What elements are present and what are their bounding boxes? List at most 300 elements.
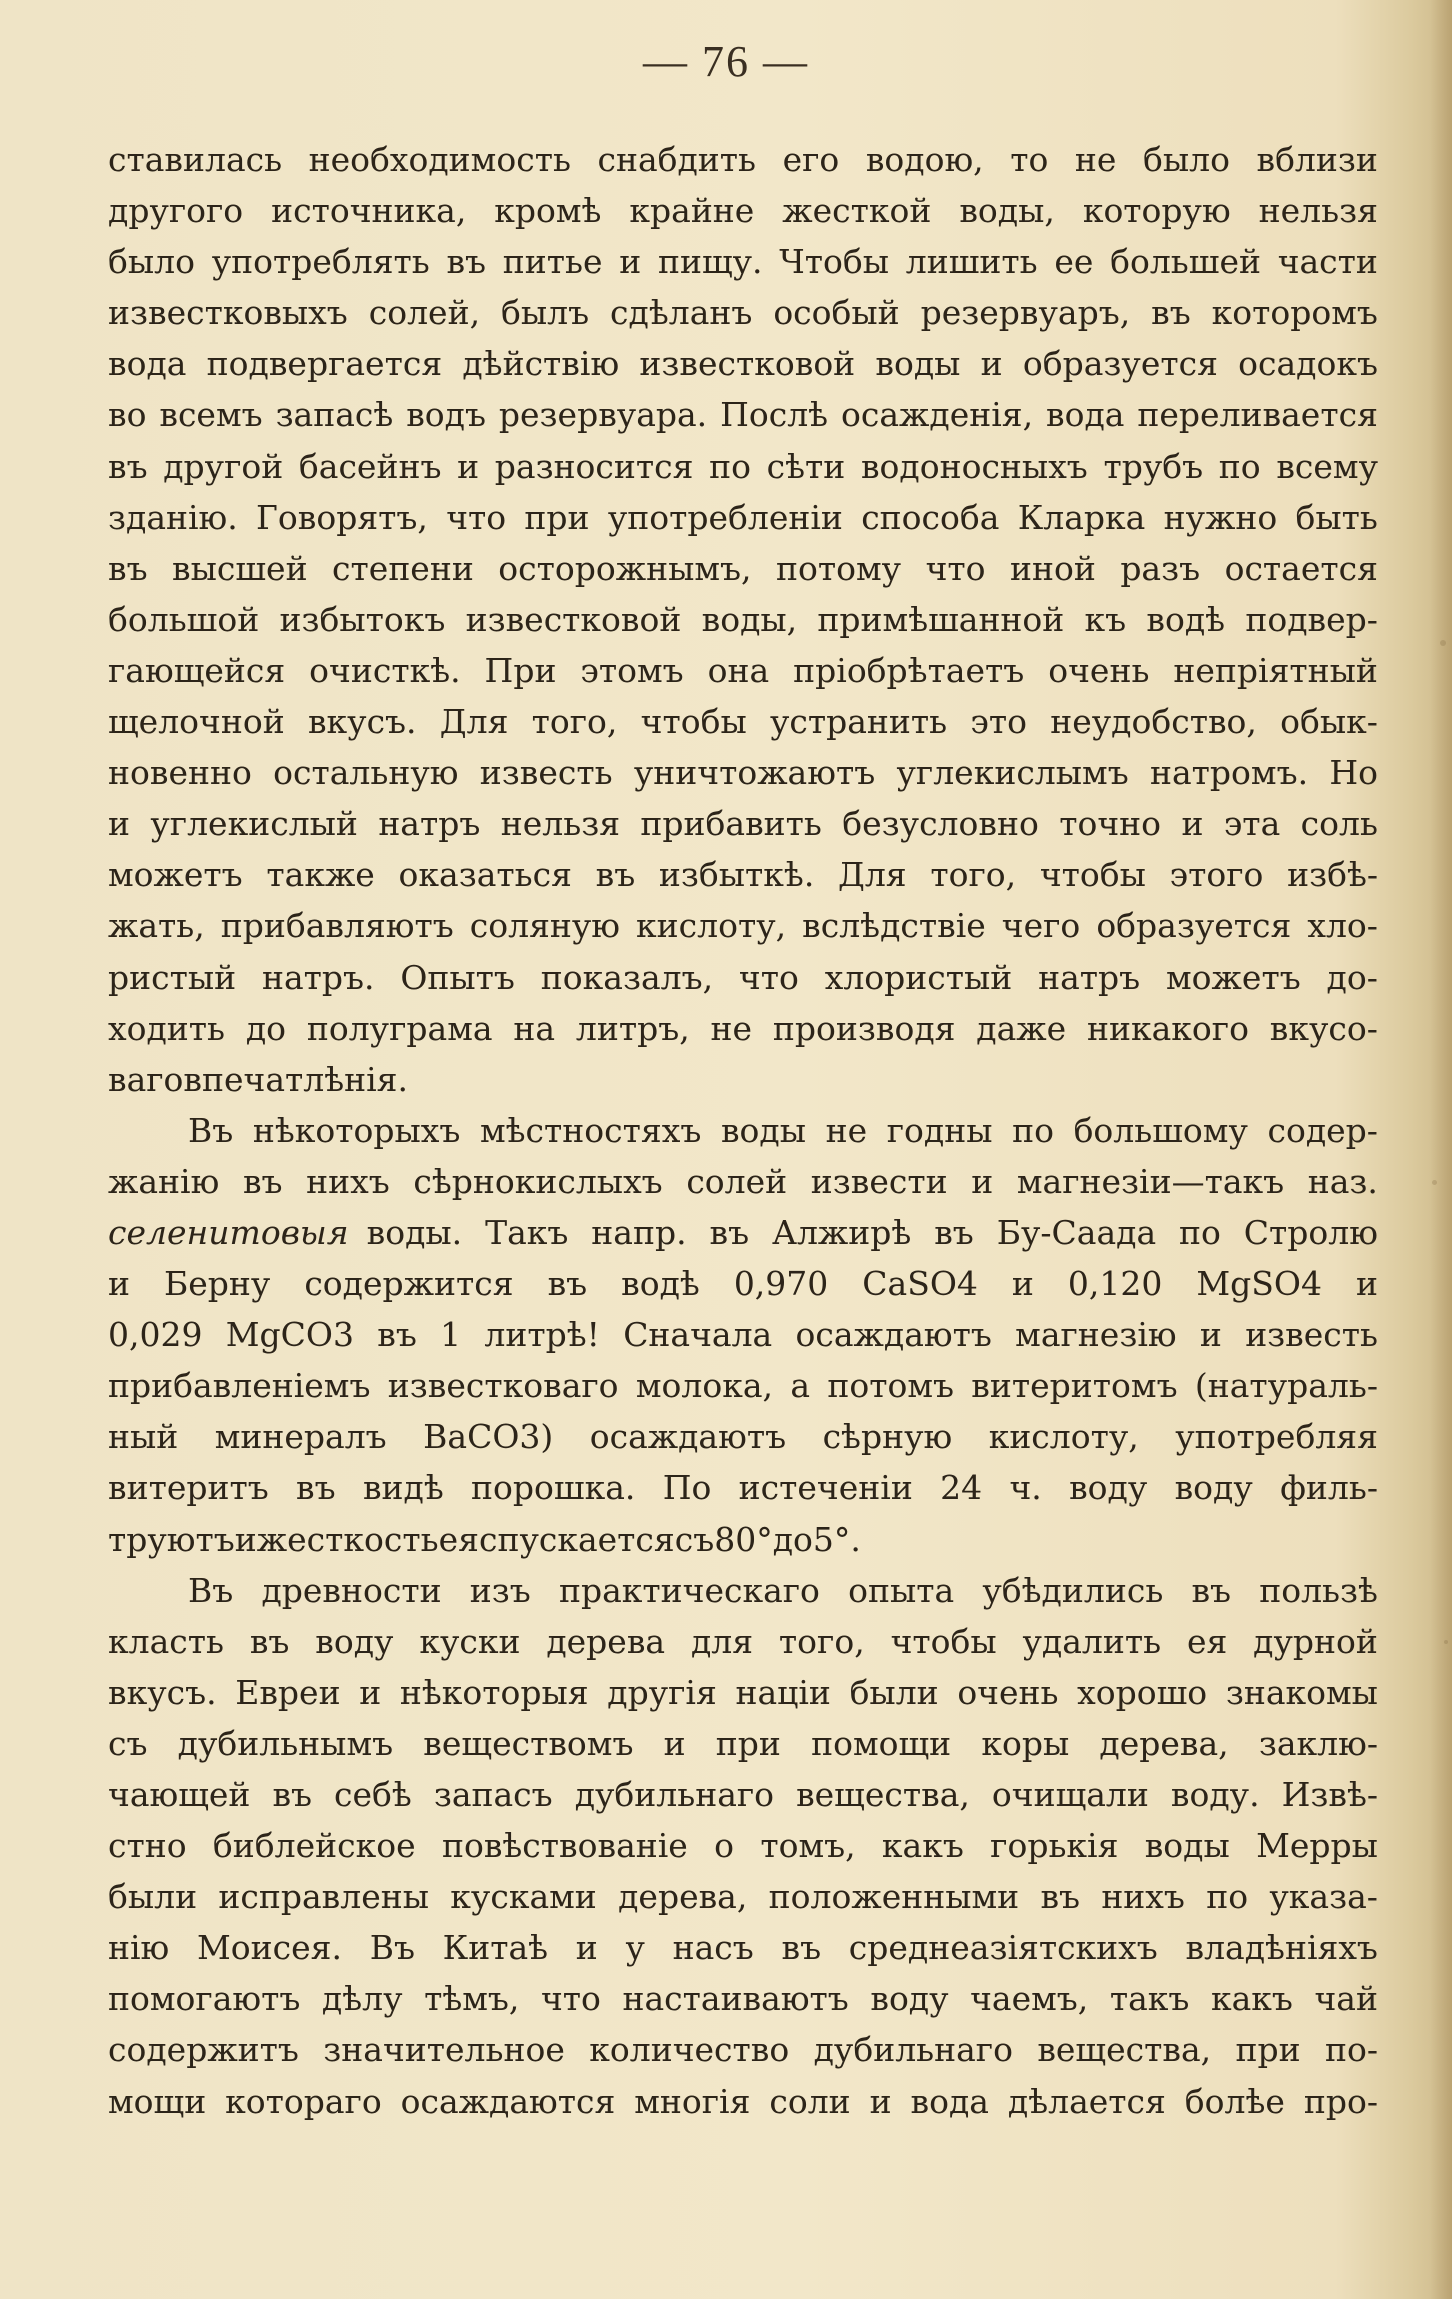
word: не: [1074, 140, 1117, 179]
word: мѣстностяхъ: [479, 1110, 702, 1150]
word: было: [108, 242, 195, 282]
word: въ: [595, 855, 636, 895]
word: стно: [108, 1826, 187, 1866]
word: того,: [930, 855, 1017, 895]
word: соляную: [469, 906, 621, 946]
word: всемъ: [159, 395, 263, 435]
word: резервуаръ,: [920, 293, 1131, 333]
word: дубильнымъ: [177, 1723, 394, 1763]
word: этого: [1169, 855, 1264, 895]
text-line: [108, 1871, 1378, 1922]
word: воду: [1069, 1468, 1148, 1508]
text-line: [108, 1156, 1378, 1207]
text-line: [108, 492, 1378, 543]
word: сдѣланъ: [610, 293, 753, 333]
word: большей: [1110, 242, 1261, 282]
text-line: [108, 1718, 1378, 1769]
word: резервуара.: [498, 395, 708, 435]
word: ходить: [108, 1008, 226, 1048]
word: опыта: [848, 1570, 955, 1610]
word: чтобы: [890, 1621, 997, 1661]
word: убѣдились: [982, 1570, 1164, 1610]
word: какъ: [1210, 1979, 1293, 2019]
word: и: [108, 1264, 130, 1304]
word: для: [690, 1621, 754, 1661]
word: нѣкоторыя: [399, 1672, 589, 1712]
word: особый: [773, 293, 900, 333]
word: то: [1010, 140, 1049, 179]
text-segment: воды. Такъ напр. въ Алжирѣ въ Бу-Саада по Стролю: [366, 1212, 1378, 1252]
word: куски: [419, 1621, 521, 1661]
word: и: [457, 446, 480, 486]
word: осаждаются: [400, 2081, 616, 2121]
word: при: [1235, 2030, 1301, 2070]
word: заклю-: [1258, 1723, 1378, 1763]
text-line: [108, 287, 1378, 338]
word: наз.: [1307, 1161, 1378, 1201]
word: въ: [1151, 293, 1191, 333]
word: 5°.: [812, 1519, 861, 1559]
word: кромѣ: [494, 191, 602, 231]
word: другой: [163, 446, 284, 486]
word: эта: [1223, 804, 1281, 844]
word: переливается: [1137, 395, 1378, 435]
word: жанію: [108, 1161, 220, 1201]
word: такъ: [1109, 1979, 1190, 2019]
word: этомъ: [580, 650, 684, 690]
word: про-: [1303, 2081, 1378, 2121]
paper-speck: [1440, 640, 1446, 646]
word: знакомы: [1225, 1672, 1378, 1712]
word: библейское: [212, 1826, 416, 1866]
word: въ: [108, 548, 148, 588]
word: витеритомъ: [971, 1366, 1178, 1406]
word: Китаѣ: [442, 1928, 549, 1968]
word: это: [970, 702, 1027, 742]
word: прибавляютъ: [220, 906, 454, 946]
word: и: [980, 344, 1003, 384]
word: водоносныхъ: [860, 446, 1088, 486]
word: при: [524, 497, 590, 537]
word: истеченіи: [738, 1468, 913, 1508]
text-line: [108, 594, 1378, 645]
word: водѣ: [1146, 599, 1226, 639]
word: дубильнаго: [574, 1775, 775, 1814]
word: нѣкоторыхъ: [252, 1110, 461, 1150]
word: оказаться: [398, 855, 572, 895]
word: 0,970: [733, 1264, 829, 1304]
word: щелочной: [108, 702, 285, 742]
word: никакого: [1087, 1008, 1249, 1048]
word: въ: [242, 1161, 283, 1201]
italic-term: селенитовыя: [108, 1212, 349, 1252]
word: избѣ-: [1287, 855, 1378, 895]
text-line: [108, 236, 1378, 287]
word: дѣйствію: [462, 344, 620, 384]
word: по-: [1324, 2030, 1378, 2070]
word: большому: [1073, 1110, 1248, 1150]
word: нію: [108, 1928, 170, 1968]
word: жесткость: [256, 1519, 439, 1559]
word: хорошо: [1077, 1672, 1208, 1712]
word: известь: [1245, 1315, 1378, 1355]
word: не: [710, 1008, 753, 1048]
word: непріятный: [1173, 650, 1378, 690]
word: другого: [108, 191, 244, 231]
text-line: [108, 696, 1378, 747]
word: воду: [315, 1621, 394, 1661]
text-line: [108, 798, 1378, 849]
word: хлористый: [824, 957, 1013, 997]
word: известковой: [465, 599, 682, 639]
word: Берну: [164, 1264, 271, 1304]
word: потому: [776, 548, 902, 588]
word: содержится: [304, 1264, 514, 1304]
word: значительное: [323, 2030, 565, 2070]
word: При: [484, 650, 557, 690]
word: производя: [772, 1008, 956, 1048]
word: ный: [108, 1417, 179, 1457]
paper-speck: [1444, 1640, 1448, 1644]
word: порошка.: [471, 1468, 636, 1508]
word: труютъ: [108, 1519, 235, 1559]
word: многія: [634, 2081, 751, 2121]
word: по: [709, 446, 751, 486]
word: въ: [1040, 1877, 1081, 1917]
word: Въ: [369, 1928, 415, 1968]
word: до-: [1326, 957, 1378, 997]
text-line: [108, 1769, 1378, 1820]
word: насъ: [672, 1928, 754, 1968]
word: соли: [769, 2081, 851, 2121]
word: вещества,: [1037, 2030, 1212, 2070]
word: басейнъ: [298, 446, 442, 486]
word: известковыхъ: [108, 293, 348, 333]
word: чего: [1001, 906, 1081, 946]
word: практическаго: [558, 1570, 820, 1610]
word: 0,029: [108, 1315, 203, 1355]
word: Для: [439, 702, 509, 742]
word: нужно: [1163, 497, 1278, 537]
word: устранить: [769, 702, 948, 742]
word: остальную: [273, 753, 459, 793]
word: вкусо-: [1269, 1008, 1378, 1048]
word: можетъ: [108, 855, 243, 895]
word: на: [513, 1008, 556, 1048]
paper-speck: [1432, 1180, 1437, 1185]
word: былъ: [501, 293, 590, 333]
word: были: [849, 1672, 939, 1712]
word: Чтобы: [779, 242, 890, 282]
word: дѣлу: [321, 1979, 403, 2019]
word: запасъ: [433, 1775, 553, 1814]
text-line: [108, 900, 1378, 951]
text-line: [108, 389, 1378, 440]
word: полуграма: [306, 1008, 493, 1048]
word: класть: [108, 1621, 224, 1661]
word: известь: [479, 753, 613, 793]
word: по: [1206, 1877, 1249, 1917]
word: чай: [1314, 1979, 1378, 2019]
word: и: [575, 1928, 598, 1968]
word: и: [1181, 804, 1204, 844]
word: до: [772, 1519, 813, 1559]
word: владѣніяхъ: [1185, 1928, 1378, 1968]
body-text: [108, 134, 1378, 2127]
word: BaCO3): [423, 1417, 554, 1457]
word: ея: [1186, 1621, 1228, 1661]
text-line: [108, 1054, 1378, 1105]
word: въ: [547, 1264, 588, 1304]
word: водѣ: [621, 1264, 700, 1304]
word: дѣлается: [1007, 2081, 1166, 2121]
word: Моисея.: [197, 1928, 342, 1968]
word: вблизи: [1256, 140, 1378, 179]
word: въ: [108, 446, 148, 486]
word: вода: [108, 344, 187, 384]
word: помогаютъ: [108, 1979, 301, 2019]
word: Кларка: [1017, 497, 1146, 537]
word: что: [446, 497, 507, 537]
word: запасѣ: [275, 395, 394, 435]
word: неудобство,: [1050, 702, 1257, 742]
text-line: [108, 1973, 1378, 2024]
word: мощи: [108, 2081, 207, 2121]
word: воды: [875, 344, 961, 384]
word: были: [108, 1877, 198, 1917]
word: томъ,: [760, 1826, 856, 1866]
text-line: [108, 441, 1378, 492]
word: уничтожаютъ: [633, 753, 876, 793]
word: вкусъ.: [307, 702, 417, 742]
word: пользѣ: [1259, 1570, 1378, 1610]
word: литръ,: [575, 1008, 690, 1048]
word: ристый: [108, 957, 237, 997]
word: крайне: [629, 191, 755, 231]
word: содержитъ: [108, 2030, 299, 2070]
word: трубъ: [1103, 446, 1204, 486]
word: большой: [108, 599, 260, 639]
word: и: [359, 1672, 382, 1712]
word: что: [738, 957, 799, 997]
word: известковаго: [387, 1366, 619, 1406]
word: нихъ: [306, 1161, 390, 1201]
text-line: [108, 1514, 1378, 1565]
word: очень: [957, 1672, 1059, 1712]
word: годны: [886, 1110, 993, 1150]
word: и: [234, 1519, 257, 1559]
word: подвергается: [206, 344, 443, 384]
word: употреблять: [211, 242, 430, 282]
word: чаемъ,: [970, 1979, 1089, 2019]
word: Сначала: [623, 1315, 773, 1355]
word: видѣ: [362, 1468, 444, 1508]
word: необходимость: [308, 140, 571, 179]
word: вкусъ.: [108, 1672, 217, 1712]
word: Въ: [188, 1110, 234, 1150]
word: степени: [332, 548, 474, 588]
word: исправлены: [218, 1877, 429, 1917]
word: CaSO4: [862, 1264, 978, 1304]
word: осаждаютъ: [795, 1315, 992, 1355]
text-line: [108, 2076, 1378, 2127]
word: 80°: [714, 1519, 773, 1559]
text-line: [108, 1922, 1378, 1973]
word: вещества,: [796, 1775, 970, 1814]
word: разносится: [494, 446, 694, 486]
word: нельзя: [1258, 191, 1378, 231]
word: а: [790, 1366, 811, 1406]
word: которую: [1082, 191, 1231, 231]
word: Послѣ: [720, 395, 829, 435]
word: которомъ: [1211, 293, 1378, 333]
word: избыткѣ.: [658, 855, 815, 895]
word: кислоту,: [636, 906, 787, 946]
word: повѣствованіе: [441, 1826, 688, 1866]
word: образуется: [1022, 344, 1218, 384]
word: Но: [1329, 753, 1378, 793]
word: ваго: [108, 1059, 184, 1099]
word: части: [1277, 242, 1378, 282]
text-line: [108, 185, 1378, 236]
word: осаждаютъ: [589, 1417, 787, 1457]
word: количество: [589, 2030, 790, 2070]
word: также: [266, 855, 375, 895]
word: настаиваютъ: [622, 1979, 849, 2019]
word: 0,120: [1067, 1264, 1163, 1304]
text-line: [108, 952, 1378, 1003]
word: натръ.: [261, 957, 375, 997]
word: коры: [981, 1723, 1070, 1763]
word: къ: [1084, 599, 1127, 639]
word: прибавленіемъ: [108, 1366, 371, 1406]
word: ставилась: [108, 140, 283, 179]
word: до: [245, 1008, 287, 1048]
word: кислоту,: [988, 1417, 1139, 1457]
word: вода: [1046, 395, 1125, 435]
word: осажденія,: [841, 395, 1034, 435]
word: известковой: [639, 344, 856, 384]
word: всему: [1276, 446, 1378, 486]
word: употребленіи: [607, 497, 843, 537]
word: соль: [1300, 804, 1378, 844]
word: очисткѣ.: [309, 650, 461, 690]
word: можетъ: [1166, 957, 1301, 997]
word: сѣрнокислыхъ: [413, 1161, 663, 1201]
word: чающей: [108, 1775, 251, 1814]
word: что: [925, 548, 986, 588]
word: витеритъ: [108, 1468, 269, 1508]
word: прибавить: [640, 804, 822, 844]
word: помощи: [811, 1723, 952, 1763]
word: хло-: [1307, 906, 1378, 946]
word: высшей: [172, 548, 308, 588]
word: среднеазіятскихъ: [848, 1928, 1158, 1968]
word: Мерры: [1256, 1826, 1378, 1866]
word: воду.: [1170, 1775, 1260, 1814]
word: съ: [674, 1519, 715, 1559]
word: его: [782, 140, 840, 179]
word: удалить: [1022, 1621, 1162, 1661]
word: изъ: [469, 1570, 531, 1610]
word: потомъ: [827, 1366, 954, 1406]
page-number: — 76 —: [643, 37, 809, 86]
word: Евреи: [235, 1672, 341, 1712]
word: углекислымъ: [896, 753, 1129, 793]
page-edge-shadow: [1430, 0, 1452, 2299]
word: солей,: [368, 293, 481, 333]
word: въ: [377, 1315, 417, 1355]
text-line: [108, 849, 1378, 900]
word: воды: [1144, 1826, 1230, 1866]
word: того,: [531, 702, 618, 742]
word: было: [1142, 140, 1230, 179]
word: и: [1011, 1264, 1034, 1304]
word: осадокъ: [1238, 344, 1378, 384]
word: источника,: [271, 191, 467, 231]
word: минералъ: [214, 1417, 387, 1457]
word: вслѣдствіе: [802, 906, 986, 946]
word: впечатлѣнія.: [183, 1059, 408, 1099]
word: Извѣ-: [1281, 1775, 1378, 1814]
word: указа-: [1269, 1877, 1378, 1917]
word: себѣ: [334, 1775, 412, 1814]
word: она: [707, 650, 770, 690]
word: 24: [940, 1468, 983, 1508]
word: нихъ: [1101, 1877, 1185, 1917]
word: извести: [810, 1161, 948, 1201]
word: по: [1012, 1110, 1054, 1150]
word: жать,: [108, 906, 205, 946]
text-line: [108, 645, 1378, 696]
word: сѣти: [766, 446, 846, 486]
word: воду: [1174, 1468, 1253, 1508]
word: филь-: [1280, 1468, 1378, 1508]
word: котораго: [225, 2081, 382, 2121]
word: въ: [446, 242, 487, 282]
word: употребляя: [1175, 1417, 1378, 1457]
word: пріобрѣтаетъ: [793, 650, 1025, 690]
text-line: [108, 1360, 1378, 1411]
word: магнезію: [1015, 1315, 1177, 1355]
word: водою,: [865, 140, 984, 179]
word: безусловно: [842, 804, 1039, 844]
word: точно: [1059, 804, 1162, 844]
word: новенно: [108, 753, 252, 793]
word: въ: [272, 1775, 313, 1814]
word: пищу.: [657, 242, 763, 282]
word: дурной: [1253, 1621, 1378, 1661]
word: солей: [686, 1161, 788, 1201]
word: въ: [249, 1621, 290, 1661]
word: при: [715, 1723, 781, 1763]
word: о: [714, 1826, 735, 1866]
text-line: [108, 1820, 1378, 1871]
word: Для: [838, 855, 907, 895]
word: вода: [910, 2081, 989, 2121]
word: снабдить: [597, 140, 757, 179]
word: подвер-: [1245, 599, 1378, 639]
word: воду: [870, 1979, 949, 2019]
text-line: [108, 1258, 1378, 1309]
word: и: [971, 1161, 994, 1201]
text-line: [108, 1667, 1378, 1718]
word: MgCO3: [225, 1315, 354, 1355]
word: у: [625, 1928, 645, 1968]
word: ч.: [1009, 1468, 1042, 1508]
word: въ: [781, 1928, 822, 1968]
text-line: [108, 1462, 1378, 1513]
